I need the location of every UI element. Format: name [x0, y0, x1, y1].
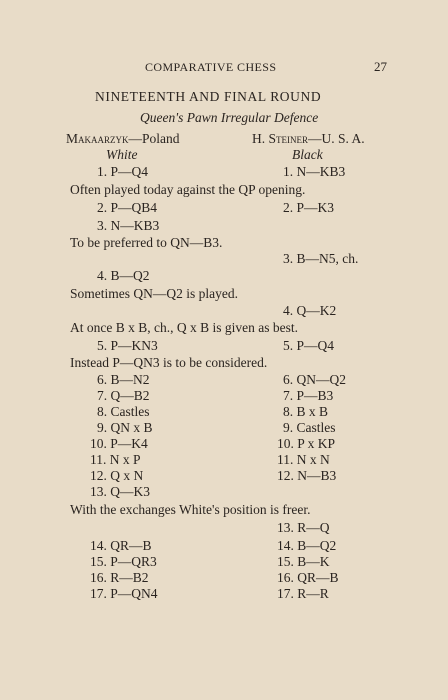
white-player-country: —Poland: [128, 131, 180, 146]
white-move: 12. Q x N: [90, 468, 144, 483]
black-move: 1. N—KB3: [283, 164, 346, 179]
black-move: 10. P x KP: [277, 436, 336, 451]
black-move: 11. N x N: [277, 452, 330, 467]
black-move: 2. P—K3: [283, 200, 335, 215]
black-move: 15. B—K: [277, 554, 330, 569]
black-move: 16. QR—B: [277, 570, 339, 585]
annotation-note: At once B x B, ch., Q x B is given as best.: [70, 320, 298, 335]
running-title: COMPARATIVE CHESS: [145, 60, 277, 74]
black-move: 4. Q—K2: [283, 303, 337, 318]
black-move: 9. Castles: [283, 420, 336, 435]
black-move: 3. B—N5, ch.: [283, 251, 359, 266]
white-move: 17. P—QN4: [90, 586, 158, 601]
white-move: 7. Q—B2: [97, 388, 150, 403]
black-label: Black: [292, 147, 323, 162]
opening-name: Queen's Pawn Irregular Defence: [140, 110, 319, 125]
white-move: 4. B—Q2: [97, 268, 150, 283]
black-move: 8. B x B: [283, 404, 329, 419]
white-move: 8. Castles: [97, 404, 150, 419]
white-move: 6. B—N2: [97, 372, 150, 387]
black-player-country: —U. S. A.: [308, 131, 365, 146]
annotation-note: Often played today against the QP opening.: [70, 182, 306, 197]
white-move: 2. P—QB4: [97, 200, 158, 215]
black-move: 5. P—Q4: [283, 338, 335, 353]
white-move: 11. N x P: [90, 452, 141, 467]
white-move: 5. P—KN3: [97, 338, 158, 353]
white-move: 3. N—KB3: [97, 218, 160, 233]
annotation-note: To be preferred to QN—B3.: [70, 235, 223, 250]
black-move: 17. R—R: [277, 586, 329, 601]
annotation-note: Instead P—QN3 is to be considered.: [70, 355, 268, 370]
white-move: 10. P—K4: [90, 436, 148, 451]
black-player: [252, 131, 365, 147]
round-title: NINETEENTH AND FINAL ROUND: [95, 89, 322, 104]
black-move: 12. N—B3: [277, 468, 337, 483]
white-move: 14. QR—B: [90, 538, 152, 553]
black-move: 14. B—Q2: [277, 538, 337, 553]
black-move: 6. QN—Q2: [283, 372, 346, 387]
black-move: 13. R—Q: [277, 520, 330, 535]
white-move: 16. R—B2: [90, 570, 149, 585]
white-move: 15. P—QR3: [90, 554, 157, 569]
page-number: 27: [374, 59, 387, 74]
black-player-name: H. Steiner: [252, 131, 308, 146]
white-move: 1. P—Q4: [97, 164, 149, 179]
annotation-note: With the exchanges White's position is freer.: [70, 502, 311, 517]
white-move: 13. Q—K3: [90, 484, 150, 499]
annotation-note: Sometimes QN—Q2 is played.: [70, 286, 238, 301]
white-player: [66, 131, 180, 147]
white-label: White: [106, 147, 138, 162]
white-move: 9. QN x B: [97, 420, 153, 435]
black-move: 7. P—B3: [283, 388, 334, 403]
white-player-name: Makaarzyk: [66, 131, 129, 146]
